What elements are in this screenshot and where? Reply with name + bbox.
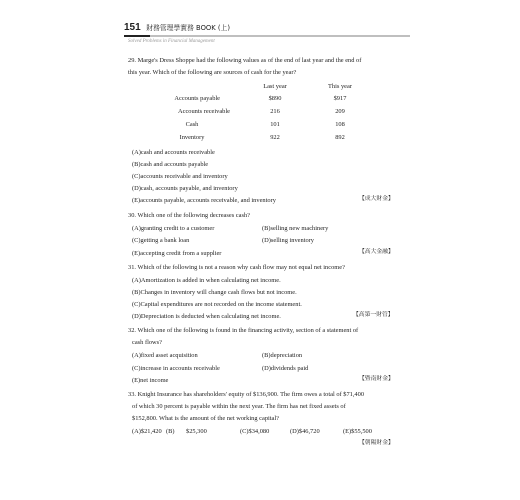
q31-option-d: (D)Depreciation is deducted when calculating net income. (132, 313, 281, 320)
q31-option-c: (C)Capital expenditures are not recorded on the income statement. (132, 301, 302, 308)
q29-row-label: Accounts payable (174, 95, 220, 102)
q33-option-a: (A)$21,420 (132, 428, 162, 435)
q32-option-a: (A)fixed asset acquisition (132, 352, 198, 359)
q29-cell: $890 (268, 95, 282, 102)
page-number: 151 (124, 22, 141, 33)
q32-source-tag: 【暨南財金】 (359, 376, 394, 382)
q29-source-tag: 【成大財金】 (359, 196, 394, 202)
q29-cell: 209 (335, 108, 345, 115)
q33-stem-line3: $152,800. What is the amount of the net working capital? (132, 415, 280, 422)
q31-option-b: (B)Changes in inventory will change cash flows but not income. (132, 289, 297, 296)
q33-option-c: (C)$34,080 (240, 428, 270, 435)
q33-option-b-value: $25,300 (186, 428, 207, 435)
q33-option-d: (D)$46,720 (290, 428, 320, 435)
q29-stem-line1: 29. Marge's Dress Shoppe had the following values as of the end of last year and the end of (128, 57, 362, 64)
q30-option-b: (B)selling new machinery (262, 225, 329, 232)
q29-row-label: Cash (185, 121, 199, 128)
q29-row-label: Accounts receivable (178, 108, 230, 115)
q29-row-label: Inventory (179, 134, 205, 141)
q30-option-c: (C)getting a bank loan (132, 237, 190, 244)
q33-stem-line2: of which 30 percent is payable within the next year. The firm has net fixed assets of (132, 403, 346, 410)
q29-option-b: (B)cash and accounts payable (132, 161, 209, 168)
q32-option-d: (D)dividends paid (262, 365, 309, 372)
q30-option-a: (A)granting credit to a customer (132, 225, 215, 232)
q31-option-a: (A)Amortization is added in when calculating net income. (132, 277, 281, 284)
book-title: 財務管理學實務 BOOK (上) (146, 24, 230, 32)
q29-cell: $917 (333, 95, 347, 102)
q29-col-last-year: Last year (263, 83, 287, 90)
q31-stem: 31. Which of the following is not a reason why cash flow may not equal net income? (128, 264, 345, 271)
header-rule-accent (124, 35, 150, 37)
q32-stem-line1: 32. Which one of the following is found in the financing activity, section of a statement of (128, 327, 359, 334)
q33-source-tag: 【朝陽財金】 (359, 440, 394, 446)
q29-cell: 922 (270, 134, 280, 141)
q29-option-a: (A)cash and accounts receivable (132, 149, 215, 156)
q29-cell: 108 (335, 121, 345, 128)
header-rule (124, 35, 410, 37)
q32-option-c: (C)increase in accounts receivable (132, 365, 220, 372)
q30-option-d: (D)selling inventory (262, 237, 315, 244)
q29-stem-line2: this year. Which of the following are sources of cash for the year? (128, 69, 297, 76)
q33-stem-line1: 33. Knight Insurance has shareholders' equity of $136,900. The firm owes a total of $71,400 (128, 391, 365, 398)
q30-source-tag: 【高大金融】 (359, 249, 394, 255)
q31-source-tag: 【高第一財管】 (353, 312, 394, 318)
q32-option-e: (E)net income (132, 377, 169, 384)
q33-option-b: (B) (166, 428, 175, 435)
q29-col-this-year: This year (328, 83, 352, 90)
q29-option-e: (E)accounts payable, accounts receivable, and inventory (132, 197, 276, 204)
q29-cell: 101 (270, 121, 280, 128)
q29-option-c: (C)accounts receivable and inventory (132, 173, 228, 180)
q30-option-e: (E)accepting credit from a supplier (132, 250, 222, 257)
q29-option-d: (D)cash, accounts payable, and inventory (132, 185, 238, 192)
q29-cell: 892 (335, 134, 345, 141)
book-subtitle: Solved Problems in Financial Management (128, 39, 215, 44)
q32-option-b: (B)depreciation (262, 352, 303, 359)
q32-stem-line2: cash flows? (132, 339, 162, 346)
page-header (124, 23, 230, 33)
q29-cell: 216 (270, 108, 280, 115)
q30-stem: 30. Which one of the following decreases cash? (128, 212, 250, 219)
q33-option-e: (E)$55,500 (343, 428, 372, 435)
